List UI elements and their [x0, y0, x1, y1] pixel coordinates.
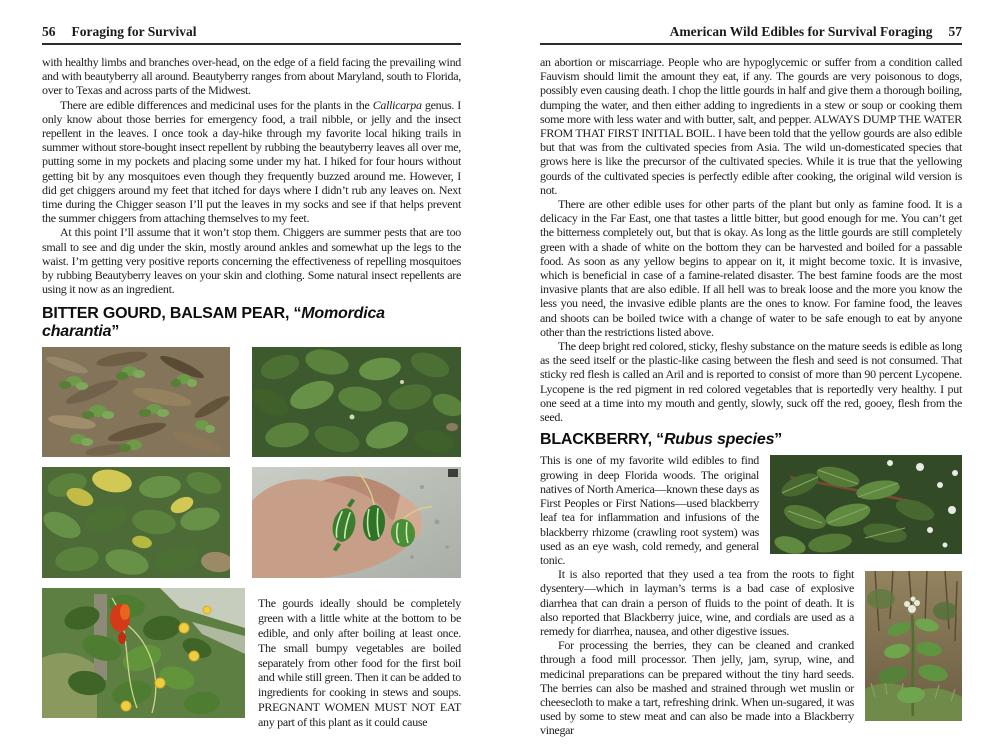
page-number: 56	[42, 24, 56, 39]
section-heading-bitter-gourd	[42, 305, 461, 341]
paragraph	[540, 339, 962, 424]
heading-text: BLACKBERRY, “	[540, 431, 664, 449]
photo-gourd-seedlings	[42, 347, 230, 457]
heading-text: BITTER GOURD, BALSAM PEAR, “	[42, 305, 302, 323]
paragraph-text: This is one of my favorite wild edibles to find growing in deep Florida woods. The original natives of North America—known these days as First Peoples or First Nations—used blackberry leaf tea for inflammation and infusions of the blackberry rhizome (crawling root system) was used as an eye wash, cold remedy, and general tonic.	[540, 453, 759, 567]
running-title: American Wild Edibles for Survival Foraging	[669, 24, 933, 39]
photo-gourd-foliage	[252, 347, 461, 457]
heading-species: Momordica charantia	[42, 305, 385, 341]
heading-species: Rubus species	[663, 431, 775, 449]
paragraph	[540, 55, 962, 197]
paragraph-text: At this point I’ll assume that it won’t stop them. Chiggers are summer pests that are too small to see and dig under the skin, mostly around ankles and somewhat up the legs to the waist. I’m getting very positive reports concerning the effectiveness of repelling mosquitoes by rubbing Beautyberry leaves on your skin and clothing. Some natural insect repellents are using it now as an ingredient.	[42, 225, 461, 297]
body-text	[540, 55, 962, 738]
paragraph-text: There are other edible uses for other parts of the plant but only as famine food. It is a delicacy in the Far East, one that tastes a little bitter, but good enough for me. You can’t get the bitterness completely out, but that is okay. As long as the little gourds are still completely green with a shade of white on the bottom they can be harvested and boiled for a passable food. As soon as any yellow begins to appear on it, it might become toxic. It is invasive, which is beneficial in case of a famine-related disaster. The best famine foods are the most invasive plants that are also edible. If all hell was to break loose and the more you know the less you need, the invasive edible plants are the ones to know. For famine food, the leaves and shoots can be boiled twice with a change of water to be safe enough to eat by anyone other than the restrictions listed above.	[540, 197, 962, 339]
heading-text: ”	[111, 323, 120, 341]
running-head-left	[42, 24, 461, 45]
note-text: The gourds ideally should be completely green with a little white at the bottom to be edible, and only after boiling at least once. The small bumpy vegetables are boiled separately from other food for the first boil and while still green. Then it can be added to ingredients for cooking in stews and soups. PREGNANT WOMEN MUST NOT EAT any part of this plant as it could cause	[258, 596, 461, 729]
paragraph	[540, 197, 962, 339]
photo-hand-holding-gourds	[252, 467, 461, 578]
photo-row-2	[42, 467, 461, 578]
photo-row-3	[42, 588, 461, 729]
photo-row-1	[42, 347, 461, 457]
paragraph-text: There are edible differences and medicinal uses for the plants in the	[60, 97, 373, 112]
paragraph-text: an abortion or miscarriage. People who are hypoglycemic or suffer from a condition called Fauvism should limit the amount they eat, if any. The gourds are very poisonous to dogs, possibly even causing death. I chop the little gourds in half and give them a thorough boiling, dumping the water, and then either adding to ingredients in a stew or soup or cooking them some more with less water and with butter, salt, and pepper. ALWAYS DUMP THE WATER FROM THAT FIRST INITIAL BOIL. I have been told that the yellow gourds are also edible but that was from the cultivated species from Asia. The wild un-domesticated species that grows here is like the precursor of the cultivated species. While it is true that the yellowing gourds of the cultivated species is perfectly edible after cooking, the original wild version is not.	[540, 55, 962, 197]
paragraph-text: For processing the berries, they can be cleaned and cranked through a food mill processor. Then jelly, jam, syrup, wine, and medicinal preparations can be prepared without the tiny hard seeds. The berries can also be mashed and strained through wet muslin or cheesecloth to make a tart, refreshing drink. When un-sugared, it was used by some to stew meat and can also be made into a Blackberry vinegar	[540, 638, 854, 738]
running-head-right	[540, 24, 962, 45]
paragraph	[42, 98, 461, 226]
page-number: 57	[948, 24, 962, 39]
page-56	[42, 24, 461, 730]
paragraph	[42, 55, 461, 98]
photo-blackberry-foliage	[770, 455, 962, 554]
paragraph-text: The deep bright red colored, sticky, fleshy substance on the mature seeds is edible as long as the seed itself or the plastic-like casing between the flesh and seed is not consumed. That sticky red flesh is called an Aril and is reported to consist of more than 90 percent Lycopene. Lycopene is the red pigment in red colored vegetables that is reportedly very healthy. I put one seed at a time into my mouth and gently, slowly, suck off the red, gooey, flesh from the seed.	[540, 339, 962, 425]
heading-text: ”	[774, 431, 783, 449]
photo-gourd-vine-flowers	[42, 588, 245, 718]
paragraph-text: It is also reported that they used a tea from the roots to fight dysentery—which in layman’s terms is a bad case of explosive diarrhea that can drain a person of fluids to the point of death. It is also reported that Blackberry juice, wine, and cordials are used as a remedy for diarrhea, nausea, and other digestive issues.	[540, 567, 854, 638]
photo-blackberry-plant	[865, 571, 962, 721]
page-57	[540, 24, 962, 738]
paragraph	[42, 225, 461, 296]
running-title: Foraging for Survival	[71, 24, 197, 39]
body-text	[42, 55, 461, 296]
gourd-preparation-note	[258, 588, 461, 729]
photo-gourd-yellowing-leaves	[42, 467, 230, 578]
paragraph-text: with healthy limbs and branches over-head, on the edge of a field facing the prevailing wind and with beautyberry all around. Beautyberry ranges from about Maryland, south to Florida, over to Texas and across parts of the Midwest.	[42, 55, 461, 98]
paragraph-text: genus. I only know about those berries for emergency food, a trail nibble, or jelly and the insect repellent in the leaves. I once took a day-hike through my favorite local hiking trails in summer without store-bought insect repellent by rubbing the beautyberry leaves all over me, putting some in my pockets and placing some under my hat. I hiked for four hours without getting bit by any mosquitoes even though they frequently buzzed around me. However, I did get chiggers around my feet that itched for days where I didn’t rub any leaves on. Next time during the Chigger season I’ll put the leaves in my socks and see if that helps prevent the summer chiggers from attaching themselves to my feet.	[42, 97, 461, 226]
species-name: Callicarpa	[372, 97, 422, 112]
section-heading-blackberry	[540, 433, 962, 447]
